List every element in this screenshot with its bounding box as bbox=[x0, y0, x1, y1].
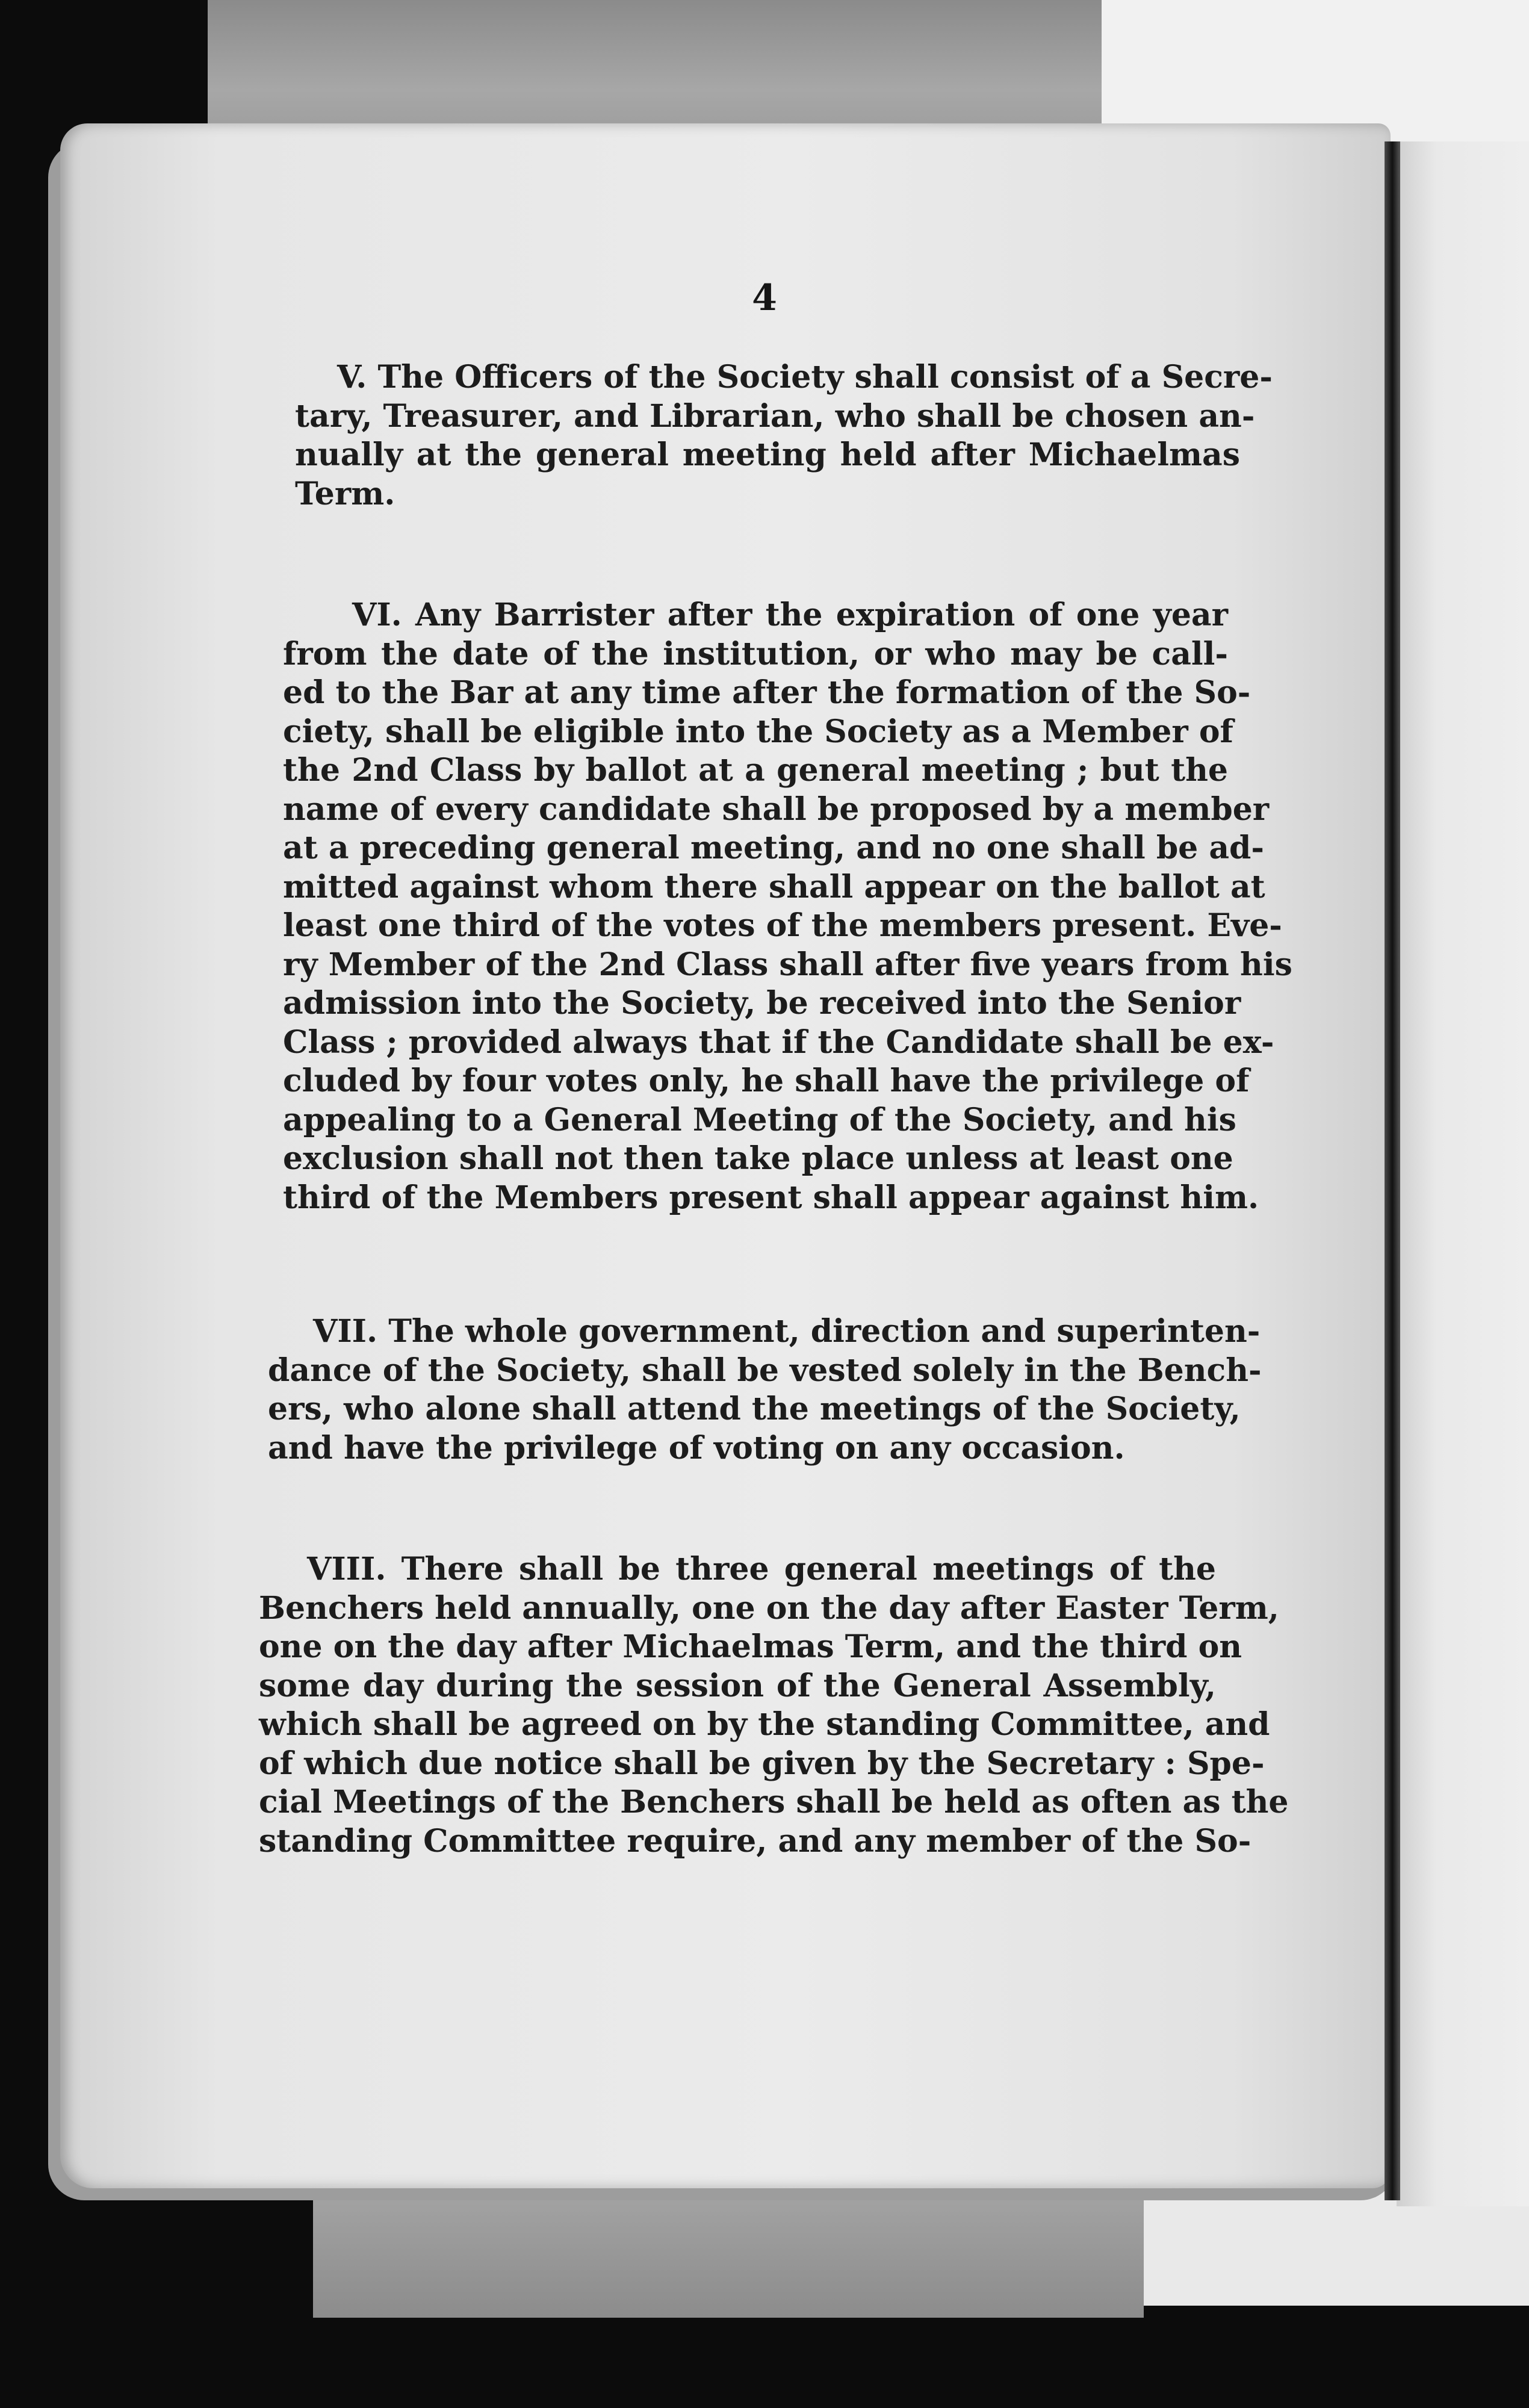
scan-background-top-right bbox=[1102, 0, 1529, 144]
text-line: VI. Any Barrister after the expiration of one year bbox=[352, 597, 1228, 633]
text-line: exclusion shall not then take place unless at least one bbox=[283, 1140, 1233, 1177]
section-vii bbox=[268, 1312, 1262, 1468]
text-line: one on the day after Michaelmas Term, and the third on bbox=[259, 1628, 1242, 1665]
text-line: which shall be agreed on by the standing Committee, and bbox=[259, 1706, 1270, 1743]
text-line: Term. bbox=[295, 475, 395, 512]
text-line: from the date of the institution, or who may be call- bbox=[283, 635, 1228, 672]
text-line: dance of the Society, shall be vested solely in the Bench- bbox=[268, 1351, 1262, 1389]
text-line: admission into the Society, be received into the Senior bbox=[283, 985, 1241, 1022]
section-vi bbox=[283, 596, 1292, 1217]
text-line: name of every candidate shall be proposed by a member bbox=[283, 790, 1270, 828]
text-line: appealing to a General Meeting of the Society, and his bbox=[283, 1101, 1236, 1138]
scan-background-bottom-right bbox=[1144, 2191, 1529, 2306]
section-viii bbox=[259, 1550, 1289, 1861]
book-gutter bbox=[1385, 141, 1400, 2200]
text-line: of which due notice shall be given by the Secretary : Spe- bbox=[259, 1745, 1265, 1782]
text-line: some day during the session of the General Assembly, bbox=[259, 1667, 1216, 1704]
text-line: cluded by four votes only, he shall have the privilege of bbox=[283, 1063, 1250, 1099]
scan-background-bottom bbox=[313, 2197, 1144, 2318]
text-line: Benchers held annually, one on the day after Easter Term, bbox=[259, 1589, 1279, 1627]
text-line: third of the Members present shall appear against him. bbox=[283, 1179, 1259, 1216]
text-line: tary, Treasurer, and Librarian, who shall be chosen an- bbox=[295, 397, 1255, 435]
facing-page bbox=[1397, 141, 1529, 2206]
text-line: V. The Officers of the Society shall consist of a Secre- bbox=[337, 359, 1273, 396]
section-v bbox=[295, 358, 1273, 514]
text-line: least one third of the votes of the members present. Eve- bbox=[283, 907, 1282, 944]
text-line: at a preceding general meeting, and no one shall be ad- bbox=[283, 830, 1265, 866]
page-number: 4 bbox=[752, 277, 777, 319]
text-line: the 2nd Class by ballot at a general meeting ; but the bbox=[283, 752, 1228, 789]
text-line: ers, who alone shall attend the meetings of the Society, bbox=[268, 1391, 1241, 1427]
text-line: standing Committee require, and any member of the So- bbox=[259, 1822, 1251, 1860]
text-line: ry Member of the 2nd Class shall after five years from his bbox=[283, 946, 1292, 983]
text-line: mitted against whom there shall appear on the ballot at bbox=[283, 868, 1265, 905]
text-line: ciety, shall be eligible into the Society as a Member of bbox=[283, 713, 1233, 750]
text-line: and have the privilege of voting on any occasion. bbox=[268, 1429, 1125, 1466]
text-line: ed to the Bar at any time after the formation of the So- bbox=[283, 674, 1251, 711]
text-line: VIII. There shall be three general meetings of the bbox=[307, 1551, 1216, 1587]
text-line: VII. The whole government, direction and superinten- bbox=[313, 1313, 1261, 1350]
text-line: nually at the general meeting held after Michaelmas bbox=[295, 436, 1240, 473]
text-line: Class ; provided always that if the Candidate shall be ex- bbox=[283, 1023, 1274, 1061]
text-line: cial Meetings of the Benchers shall be held as often as the bbox=[259, 1784, 1289, 1820]
